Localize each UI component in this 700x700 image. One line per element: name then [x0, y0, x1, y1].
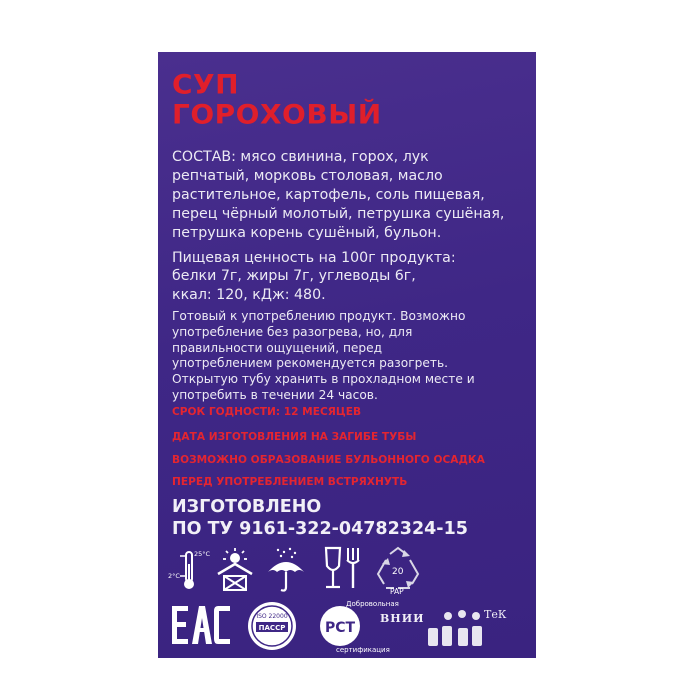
temperature-range-icon — [168, 546, 212, 594]
tek-label: ТеК — [484, 608, 507, 621]
nutrition-line: ккал: 120, кДж: 480. — [172, 286, 326, 303]
recycle-number: 20 — [392, 567, 404, 577]
nutrition-line: Пищевая ценность на 100г продукта: — [172, 250, 456, 266]
recycle-code: PAP — [390, 587, 404, 596]
usage-line: употребить в течении 24 часов. — [172, 387, 378, 402]
rst-voluntary-certification-icon — [310, 598, 399, 654]
composition-line: петрушка корень сушёный, бульон. — [172, 225, 442, 241]
temp-min-label: 2°C — [168, 572, 180, 580]
composition-line: СОСТАВ: мясо свинина, горох, лук — [172, 149, 429, 165]
vnii-label: ВНИИ — [380, 612, 425, 625]
sediment-warning: ВОЗМОЖНО ОБРАЗОВАНИЕ БУЛЬОННОГО ОСАДКА — [172, 454, 485, 466]
voluntary-label: Добровольная — [346, 600, 399, 608]
nutrition-text — [172, 249, 534, 304]
product-label — [158, 52, 536, 658]
eac-text: EAC — [172, 604, 174, 605]
manufacturing-line2: ПО ТУ 9161-322-04782324-15 — [172, 519, 468, 539]
usage-line: правильности ощущений, перед — [172, 340, 383, 355]
usage-line: употреблением рекомендуется разогреть. — [172, 356, 449, 371]
food-safe-glass-fork-icon — [318, 544, 366, 594]
usage-line: Открытую тубу хранить в прохладном месте и — [172, 372, 475, 387]
usage-line: Готовый к употреблению продукт. Возможно — [172, 309, 466, 323]
manufacturing-info — [172, 496, 468, 540]
nutrition-line: белки 7г, жиры 7г, углеводы 6г, — [172, 268, 416, 285]
composition-line: перец чёрный молотый, петрушка сушёная, — [172, 206, 505, 222]
eac-mark-icon — [172, 604, 230, 648]
product-title-line2: ГОРОХОВЫЙ — [172, 98, 382, 131]
usage-line: употребление без разогрева, но, для — [172, 324, 413, 339]
composition-text — [172, 148, 534, 243]
manufacturing-line1: ИЗГОТОВЛЕНО — [172, 497, 322, 517]
certification-label: сертификация — [336, 646, 390, 654]
vnii-tek-logo-icon — [380, 604, 510, 652]
shelf-life-warning: СРОК ГОДНОСТИ: 12 МЕСЯЦЕВ — [172, 406, 362, 418]
manufacture-date-warning: ДАТА ИЗГОТОВЛЕНИЯ НА ЗАГИБЕ ТУБЫ — [172, 431, 417, 443]
composition-line: растительное, картофель, соль пищевая, — [172, 187, 485, 203]
keep-dry-umbrella-icon — [264, 546, 308, 594]
usage-text — [172, 309, 532, 404]
keep-away-from-sun-icon — [212, 546, 258, 594]
iso-label: ISO 22000 — [256, 613, 288, 620]
product-title-line1: СУП — [172, 68, 240, 101]
composition-line: репчатый, морковь столовая, масло — [172, 168, 443, 184]
temp-max-label: 25°C — [194, 550, 211, 558]
rst-label: РСТ — [324, 620, 356, 636]
shake-warning: ПЕРЕД УПОТРЕБЛЕНИЕМ ВСТРЯХНУТЬ — [172, 476, 408, 488]
haccp-label: ПАССР — [258, 624, 286, 632]
recycle-pap-icon — [370, 544, 426, 596]
iso-haccp-badge-icon — [246, 600, 298, 652]
